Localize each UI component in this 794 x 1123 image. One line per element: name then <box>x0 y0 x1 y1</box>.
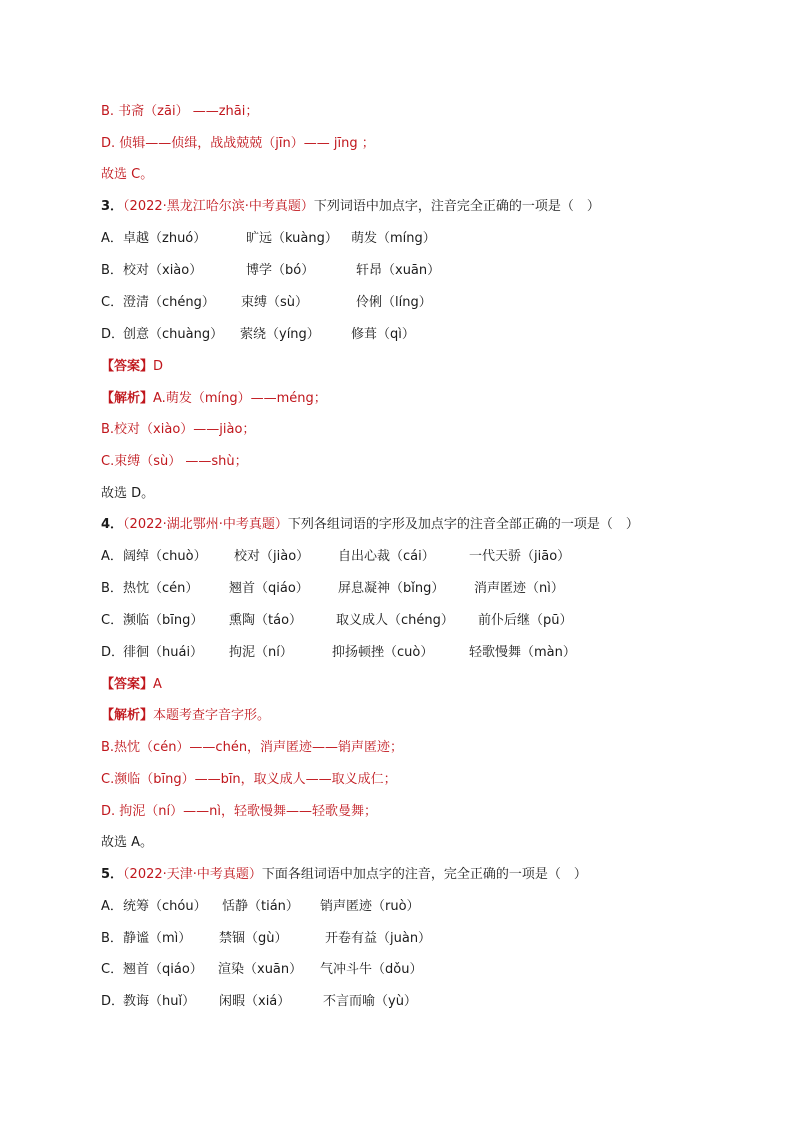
q5-option-item: 翘首（qiáo） <box>123 962 203 977</box>
q4-analysis-b: B.热忱（cén）——chén，消声匿迹——销声匿迹； <box>101 740 404 755</box>
q4-option-item: 抑扬顿挫（cuò） <box>332 645 434 660</box>
q4-answer <box>101 676 162 694</box>
analysis-intro: 本题考查字音字形。 <box>153 708 271 723</box>
q3-stem: 下列词语中加点字，注音完全正确的一项是（ ） <box>313 199 600 214</box>
q4-option-item: 热忱（cén） <box>123 581 199 596</box>
q3-option-item: 澄清（chéng） <box>123 295 215 310</box>
q4-analysis-intro <box>101 707 270 725</box>
q5-option-item: 教诲（huǐ） <box>123 994 196 1009</box>
q3-analysis-b: B.校对（xiào）——jiào； <box>101 422 256 437</box>
q5-option-item: 开卷有益（juàn） <box>325 931 432 946</box>
q4-option-item: 自出心裁（cái） <box>338 549 435 564</box>
q4-option-item: 消声匿迹（nì） <box>474 581 564 596</box>
q5-option-item: 渲染（xuān） <box>218 962 303 977</box>
analysis-line: A.萌发（míng）——méng； <box>153 391 327 406</box>
q3-option-item: 卓越（zhuó） <box>123 231 207 246</box>
q4-option-item: 校对（jiào） <box>234 549 310 564</box>
q5-stem: 下面各组词语中加点字的注音，完全正确的一项是（ ） <box>261 867 587 882</box>
q4-option-item: 徘徊（huái） <box>123 645 204 660</box>
q4-option-item: 阔绰（chuò） <box>123 549 207 564</box>
q3-option-label: B． <box>101 263 123 278</box>
q3-option-label: D． <box>101 327 125 342</box>
q5-option-label: B． <box>101 931 123 946</box>
q5-option-item: 不言而喻（yù） <box>323 994 417 1009</box>
q3-analysis-c: C.束缚（sù） ——shù； <box>101 454 248 469</box>
q3-number: 3． <box>101 199 124 214</box>
q4-option-label: D． <box>101 645 125 660</box>
answer-value: A <box>153 677 162 692</box>
q3-option-item: 伶俐（líng） <box>356 295 432 310</box>
q3-option-item: 创意（chuàng） <box>123 327 224 342</box>
q4-number: 4． <box>101 517 124 532</box>
q3-option-label: C． <box>101 295 124 310</box>
q4-analysis-d: D. 拘泥（ní）——nì，轻歌慢舞——轻歌曼舞； <box>101 804 377 819</box>
q5-option-item: 统筹（chóu） <box>123 899 207 914</box>
q3-conclusion: 故选 D。 <box>101 486 155 501</box>
q3-source: （2022·黑龙江哈尔滨·中考真题） <box>123 199 314 214</box>
q5-option-item: 气冲斗牛（dǒu） <box>320 962 423 977</box>
q5-number: 5． <box>101 867 124 882</box>
analysis-tag: 【解析】 <box>101 708 154 723</box>
q3-option-item: 萦绕（yíng） <box>240 327 320 342</box>
q4-source: （2022·湖北鄂州·中考真题） <box>123 517 288 532</box>
q3-analysis-a <box>101 390 327 408</box>
q3-option-item: 束缚（sù） <box>241 295 309 310</box>
q3-option-item: 博学（bó） <box>246 263 315 278</box>
q3-option-item: 修葺（qì） <box>351 327 415 342</box>
q3-option-item: 校对（xiào） <box>123 263 203 278</box>
q5-option-item: 禁锢（gù） <box>219 931 288 946</box>
answer-value: D <box>153 359 164 374</box>
q4-option-label: B． <box>101 581 123 596</box>
answer-tag: 【答案】 <box>101 359 154 374</box>
q4-option-label: C． <box>101 613 124 628</box>
prev-analysis-d: D. 侦辑——侦缉，战战兢兢（jīn）—— jīng ； <box>101 136 375 151</box>
q4-option-item: 轻歌慢舞（màn） <box>469 645 576 660</box>
q4-stem: 下列各组词语的字形及加点字的注音全部正确的一项是（ ） <box>287 517 639 532</box>
q5-option-item: 恬静（tián） <box>222 899 299 914</box>
q5-source: （2022·天津·中考真题） <box>123 867 262 882</box>
q4-option-label: A． <box>101 549 123 564</box>
q4-stem-line <box>101 516 639 534</box>
q3-stem-line <box>101 198 600 216</box>
q5-option-label: D． <box>101 994 125 1009</box>
q5-option-label: A． <box>101 899 123 914</box>
analysis-tag: 【解析】 <box>101 391 154 406</box>
q4-option-item: 熏陶（táo） <box>229 613 303 628</box>
q4-analysis-c: C.濒临（bīng）——bīn，取义成人——取义成仁； <box>101 772 397 787</box>
q3-option-item: 轩昂（xuān） <box>356 263 441 278</box>
prev-conclusion: 故选 C。 <box>101 167 154 182</box>
answer-tag: 【答案】 <box>101 677 154 692</box>
q4-option-item: 屏息凝神（bǐng） <box>338 581 445 596</box>
q3-option-label: A． <box>101 231 123 246</box>
q4-option-item: 拘泥（ní） <box>229 645 293 660</box>
q5-option-item: 销声匿迹（ruò） <box>320 899 420 914</box>
q4-option-item: 一代天骄（jiāo） <box>469 549 571 564</box>
q5-option-label: C． <box>101 962 124 977</box>
q5-option-item: 静谧（mì） <box>123 931 192 946</box>
q3-answer <box>101 358 163 376</box>
q3-option-item: 旷远（kuàng） <box>246 231 338 246</box>
q5-stem-line <box>101 866 587 884</box>
q4-conclusion: 故选 A。 <box>101 835 154 850</box>
prev-analysis-b: B. 书斋（zāi） ——zhāi； <box>101 104 259 119</box>
q5-option-item: 闲暇（xiá） <box>219 994 291 1009</box>
q4-option-item: 前仆后继（pū） <box>478 613 573 628</box>
q4-option-item: 取义成人（chéng） <box>336 613 454 628</box>
q4-option-item: 濒临（bīng） <box>123 613 204 628</box>
q3-option-item: 萌发（míng） <box>351 231 436 246</box>
q4-option-item: 翘首（qiáo） <box>229 581 309 596</box>
